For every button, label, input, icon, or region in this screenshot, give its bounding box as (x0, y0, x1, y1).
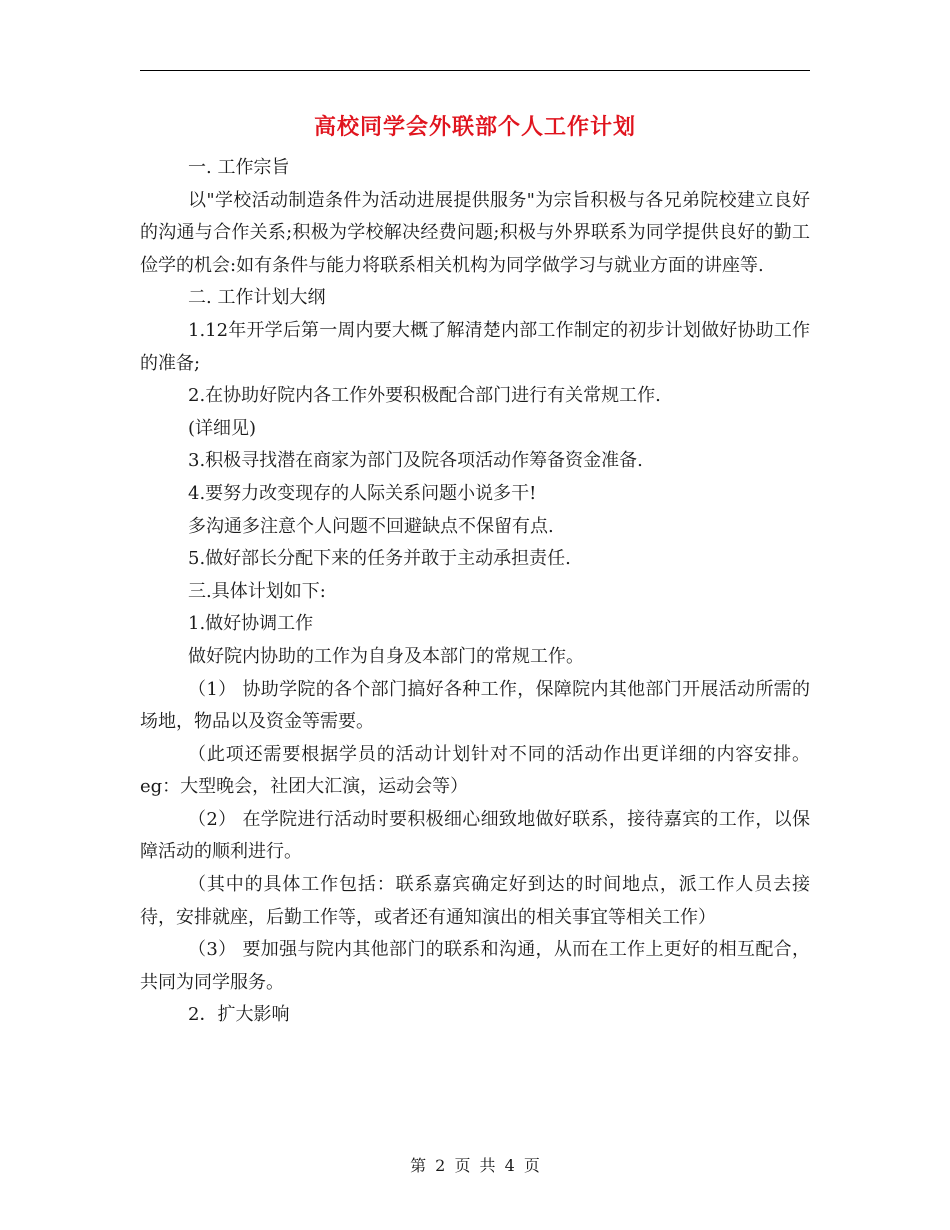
list-item: （2） 在学院进行活动时要积极细心细致地做好联系，接待嘉宾的工作，以保障活动的顺利进行。 (140, 808, 810, 863)
document-title: 高校同学会外联部个人工作计划 (313, 115, 636, 140)
subsection-heading: 2．扩大影响 (188, 1004, 290, 1026)
section-heading: 三.具体计划如下: (188, 580, 326, 602)
subsection-heading: 1.做好协调工作 (188, 613, 314, 635)
list-item: （1） 协助学院的各个部门搞好各种工作，保障院内其他部门开展活动所需的场地，物品以及资金等需要。 (140, 678, 810, 733)
paragraph: 以"学校活动制造条件为活动进展提供服务"为宗旨积极与各兄弟院校建立良好的沟通与合作关系;积极为学校解决经费问题;积极与外界联系为同学提供良好的勤工俭学的机会:如有条件与能力将联系相关机构为同学做学习与就业方面的讲座等. (140, 189, 810, 276)
paragraph: （其中的具体工作包括：联系嘉宾确定好到达的时间地点，派工作人员去接待，安排就座，后勤工作等，或者还有通知演出的相关事宜等相关工作） (140, 874, 810, 928)
paragraph: (详细见) (188, 417, 257, 439)
paragraph: 做好院内协助的工作为自身及本部门的常规工作。 (188, 645, 584, 667)
paragraph: （此项还需要根据学员的活动计划针对不同的活动作出更详细的内容安排。eg：大型晚会，社团大汇演，运动会等） (140, 743, 810, 798)
document-body (140, 152, 810, 1032)
header-rule (140, 70, 810, 71)
paragraph: 多沟通多注意个人问题不回避缺点不保留有点. (188, 515, 554, 537)
list-item: 2.在协助好院内各工作外要积极配合部门进行有关常规工作. (188, 385, 661, 407)
list-item: 4.要努力改变现存的人际关系问题小说多干! (188, 482, 537, 504)
list-item: 3.积极寻找潜在商家为部门及院各项活动作筹备资金准备. (188, 450, 643, 472)
list-item: 1.12年开学后第一周内要大概了解清楚内部工作制定的初步计划做好协助工作的准备; (140, 319, 810, 374)
page-footer: 第 2 页 共 4 页 (410, 1156, 540, 1175)
section-heading: 一. 工作宗旨 (188, 157, 290, 178)
section-heading: 二. 工作计划大纲 (188, 287, 326, 309)
list-item: （3） 要加强与院内其他部门的联系和沟通，从而在工作上更好的相互配合，共同为同学服务。 (140, 939, 810, 993)
list-item: 5.做好部长分配下来的任务并敢于主动承担责任. (188, 548, 571, 570)
